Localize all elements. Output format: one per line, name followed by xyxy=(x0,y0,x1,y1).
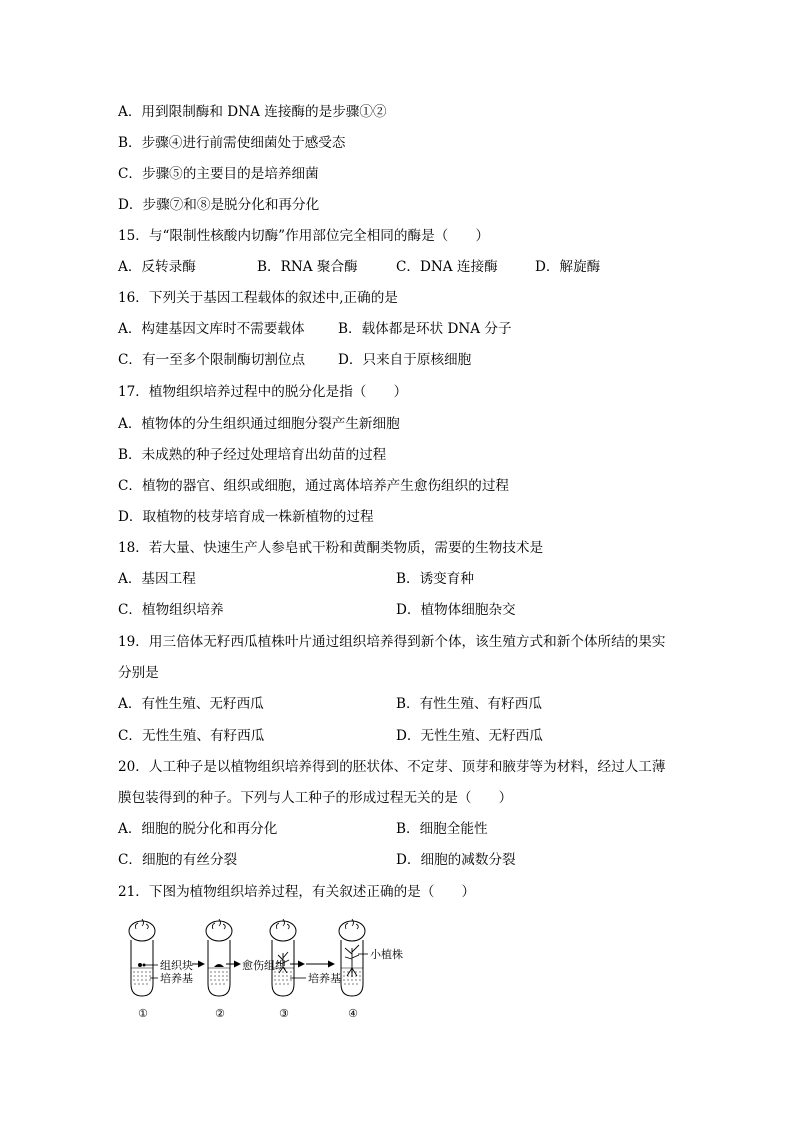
q18-stem: 18．若大量、快速生产人参皂甙干粉和黄酮类物质，需要的生物技术是 xyxy=(118,540,544,556)
q16-stem: 16．下列关于基因工程载体的叙述中,正确的是 xyxy=(118,290,398,306)
q21-stem: 21．下图为植物组织培养过程，有关叙述正确的是（ ） xyxy=(118,884,476,900)
q20-option-b: B．细胞全能性 xyxy=(396,821,488,837)
tube-number-3: ③ xyxy=(279,1007,289,1020)
q16-option-a: A．构建基因文库时不需要载体 xyxy=(118,321,305,337)
q17-option-a: A．植物体的分生组织通过细胞分裂产生新细胞 xyxy=(118,416,400,432)
q14-option-a: A．用到限制酶和 DNA 连接酶的是步骤①② xyxy=(118,104,387,120)
q17-option-c: C．植物的器官、组织或细胞，通过离体培养产生愈伤组织的过程 xyxy=(118,478,510,494)
label-plantlet: 小植株 xyxy=(370,948,403,961)
q14-option-c: C．步骤⑤的主要目的是培养细菌 xyxy=(118,166,319,182)
q19-option-a: A．有性生殖、无籽西瓜 xyxy=(118,696,264,712)
q15-option-c: C．DNA 连接酶 xyxy=(396,259,498,275)
q17-stem: 17．植物组织培养过程中的脱分化是指（ ） xyxy=(118,384,408,400)
tube-number-2: ② xyxy=(215,1007,225,1020)
q19-option-c: C．无性生殖、有籽西瓜 xyxy=(118,728,265,744)
q15-stem: 15．与“限制性核酸内切酶”作用部位完全相同的酶是（ ） xyxy=(118,228,490,244)
q19-stem-cont: 分别是 xyxy=(118,665,159,681)
tissue-culture-figure xyxy=(120,912,420,1022)
q18-option-b: B．诱变育种 xyxy=(396,571,474,587)
q20-option-a: A．细胞的脱分化和再分化 xyxy=(118,821,278,837)
q16-options-row2 xyxy=(118,350,471,370)
q15-option-a: A．反转录酶 xyxy=(118,259,196,275)
q19-stem: 19．用三倍体无籽西瓜植株叶片通过组织培养得到新个体，该生殖方式和新个体所结的果实 xyxy=(118,634,666,650)
q16-option-d: D．只来自于原核细胞 xyxy=(338,352,472,368)
test-tube-2 xyxy=(206,919,232,996)
tissue-culture-diagram xyxy=(120,912,420,1022)
q14-option-b: B．步骤④进行前需使细菌处于感受态 xyxy=(118,135,346,151)
q18-option-c: C．植物组织培养 xyxy=(118,602,224,618)
q18-option-a: A．基因工程 xyxy=(118,571,196,587)
q16-option-c: C．有一至多个限制酶切割位点 xyxy=(118,352,306,368)
label-tissue-block: 组织块 xyxy=(160,959,193,972)
q17-option-b: B．未成熟的种子经过处理培育出幼苗的过程 xyxy=(118,447,387,463)
q20-stem: 20．人工种子是以植物组织培养得到的胚状体、不定芽、顶芽和腋芽等为材料，经过人工薄 xyxy=(118,759,666,775)
q16-option-b: B．载体都是环状 DNA 分子 xyxy=(338,321,512,337)
label-callus: 愈伤组织 xyxy=(242,959,286,972)
tube-number-1: ① xyxy=(138,1007,148,1020)
q15-option-b: B．RNA 聚合酶 xyxy=(257,259,358,275)
test-tube-3 xyxy=(270,919,296,996)
q20-option-d: D．细胞的减数分裂 xyxy=(396,852,516,868)
q17-option-d: D．取植物的枝芽培育成一株新植物的过程 xyxy=(118,509,374,525)
q19-option-b: B．有性生殖、有籽西瓜 xyxy=(396,696,542,712)
q18-option-d: D．植物体细胞杂交 xyxy=(396,602,516,618)
test-tube-1 xyxy=(129,919,155,996)
test-tube-4 xyxy=(339,919,365,996)
q16-options-row1 xyxy=(118,319,512,339)
q15-options xyxy=(118,257,600,277)
q20-option-c: C．细胞的有丝分裂 xyxy=(118,852,238,868)
q14-option-d: D．步骤⑦和⑧是脱分化和再分化 xyxy=(118,197,320,213)
q19-option-d: D．无性生殖、无籽西瓜 xyxy=(396,728,543,744)
q20-stem-cont: 膜包装得到的种子。下列与人工种子的形成过程无关的是（ ） xyxy=(118,790,513,806)
tube-number-4: ④ xyxy=(348,1007,358,1020)
q15-option-d: D．解旋酶 xyxy=(535,259,601,275)
label-medium-2: 培养基 xyxy=(308,972,341,985)
label-medium-1: 培养基 xyxy=(160,972,193,985)
